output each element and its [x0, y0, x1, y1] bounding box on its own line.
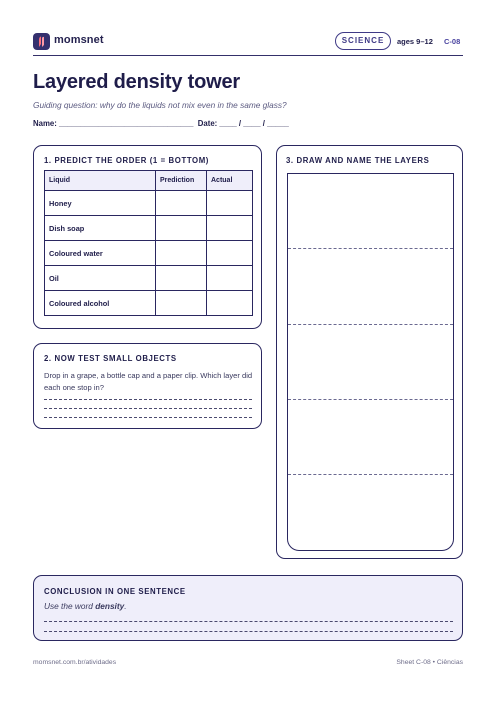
liquid-name: Oil: [45, 266, 156, 291]
sheet-code: C-08: [444, 37, 461, 46]
header-divider: [33, 55, 463, 56]
answer-line[interactable]: [44, 621, 453, 622]
actual-cell[interactable]: [207, 191, 253, 216]
header: [33, 32, 463, 52]
liquid-name: Honey: [45, 191, 156, 216]
test-title: 2. NOW TEST SMALL OBJECTS: [44, 354, 177, 363]
layers-title: 3. DRAW AND NAME THE LAYERS: [286, 156, 430, 165]
actual-cell[interactable]: [207, 241, 253, 266]
conclusion-title: CONCLUSION IN ONE SENTENCE: [44, 587, 186, 596]
subject-badge: SCIENCE: [335, 32, 391, 50]
answer-line[interactable]: [44, 399, 252, 400]
column-header: Actual: [207, 171, 253, 191]
prediction-cell[interactable]: [156, 191, 207, 216]
conclusion-hint: [44, 601, 127, 611]
glass-drawing-area[interactable]: [287, 173, 454, 551]
footer-url: momsnet.com.br/atividades: [33, 659, 117, 666]
draw-layers-card: [276, 145, 463, 559]
actual-cell[interactable]: [207, 291, 253, 316]
prediction-cell[interactable]: [156, 216, 207, 241]
name-date-field[interactable]: Name: _______________________________ Date: ____ / ____ / _____: [33, 119, 289, 128]
prediction-cell[interactable]: [156, 291, 207, 316]
hint-prefix: Use the word: [44, 601, 96, 611]
hint-keyword: density: [95, 601, 125, 611]
layer-divider: [288, 248, 453, 249]
predict-title: 1. PREDICT THE ORDER (1 = BOTTOM): [44, 156, 209, 165]
brand-logo-icon: [33, 33, 50, 50]
age-range: ages 9–12: [397, 37, 433, 46]
table-row: [45, 291, 253, 316]
actual-cell[interactable]: [207, 266, 253, 291]
liquid-name: Dish soap: [45, 216, 156, 241]
layer-divider: [288, 324, 453, 325]
table-row: [45, 266, 253, 291]
conclusion-card: [33, 575, 463, 641]
layer-divider: [288, 474, 453, 475]
footer-sheet-label: Sheet C-08 • Ciências: [396, 659, 463, 666]
table-row: [45, 191, 253, 216]
answer-line[interactable]: [44, 631, 453, 632]
column-header: Liquid: [45, 171, 156, 191]
layer-divider: [288, 399, 453, 400]
answer-line[interactable]: [44, 417, 252, 418]
answer-line[interactable]: [44, 408, 252, 409]
prediction-cell[interactable]: [156, 241, 207, 266]
liquid-name: Coloured alcohol: [45, 291, 156, 316]
guiding-question: Guiding question: why do the liquids not mix even in the same glass?: [33, 100, 287, 110]
prediction-cell[interactable]: [156, 266, 207, 291]
brand-name: momsnet: [54, 34, 104, 46]
table-row: [45, 241, 253, 266]
column-header: Prediction: [156, 171, 207, 191]
test-objects-card: [33, 343, 262, 429]
predict-card: [33, 145, 262, 329]
test-instructions: Drop in a grape, a bottle cap and a paper clip. Which layer did each one stop in?: [44, 371, 253, 392]
prediction-table: [44, 170, 253, 316]
hint-suffix: .: [124, 601, 127, 611]
actual-cell[interactable]: [207, 216, 253, 241]
liquid-name: Coloured water: [45, 241, 156, 266]
table-header-row: [45, 171, 253, 191]
table-row: [45, 216, 253, 241]
page-title: Layered density tower: [33, 71, 240, 93]
